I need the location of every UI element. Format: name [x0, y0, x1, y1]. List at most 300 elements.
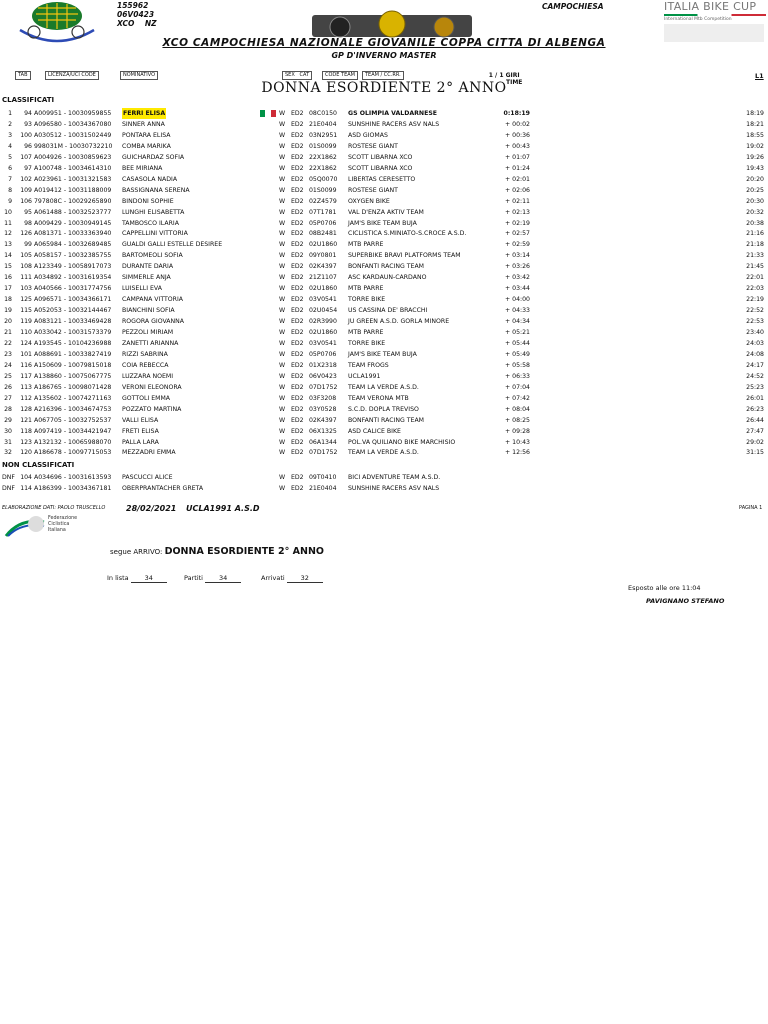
bib-number: 117 — [20, 372, 32, 380]
sex: W — [279, 329, 286, 336]
licence-code: A034696 - 10031613593 — [34, 474, 112, 481]
licence-code: A033042 - 10031573379 — [34, 329, 112, 336]
team-name: MTB PARRE — [348, 329, 384, 336]
finish-time: 23:40 — [746, 329, 764, 336]
team-name: TORRE BIKE — [348, 296, 386, 304]
rank: 1 — [8, 110, 12, 117]
rank: 11 — [4, 219, 12, 227]
category: ED2 — [291, 296, 304, 304]
gap-time: + 04:00 — [505, 296, 530, 304]
licence-code: A097419 - 10034421947 — [34, 427, 112, 435]
rank: 2 — [8, 120, 12, 128]
sex: W — [279, 175, 286, 183]
team-code: 07T1781 — [309, 208, 337, 216]
category: ED2 — [291, 318, 304, 326]
col-licence: LICENZA/UCI CODE — [45, 71, 99, 80]
category: ED2 — [291, 142, 304, 150]
posted-time: Esposto alle ore 11:04 — [628, 584, 701, 592]
finish-time: 18:21 — [746, 120, 764, 128]
rider-name: OBERPRANTACHER GRETA — [122, 485, 204, 492]
sex: W — [279, 241, 286, 249]
stat-started: Partiti 34 — [184, 574, 241, 583]
race-code: 06V0423 — [117, 10, 155, 19]
bib-number: 106 — [20, 197, 32, 205]
rank: 29 — [4, 416, 12, 424]
federation-logo — [4, 514, 78, 540]
rider-name: GOTTOLI EMMA — [122, 394, 171, 402]
category: ED2 — [291, 474, 304, 481]
rider-name: LUISELLI EVA — [122, 285, 162, 293]
sex: W — [279, 449, 286, 457]
gap-time: + 03:44 — [505, 285, 530, 293]
team-code: 02U0454 — [309, 307, 338, 315]
rank: 4 — [8, 142, 12, 150]
federation-name: Federazione Ciclistica Italiana — [48, 516, 78, 533]
team-name: SUNSHINE RACERS ASV NALS — [348, 120, 440, 128]
bib-number: 113 — [20, 383, 32, 391]
category: ED2 — [291, 186, 304, 194]
team-name: S.C.D. DOPLA TREVISO — [348, 405, 419, 413]
team-name: LIBERTAS CERESETTO — [348, 175, 416, 183]
gap-time: + 03:42 — [505, 274, 530, 282]
sex: W — [279, 318, 286, 326]
sex: W — [279, 485, 286, 492]
team-code: 06A1344 — [309, 438, 337, 446]
finish-time: 20:30 — [746, 197, 764, 205]
rank: 9 — [8, 197, 12, 205]
licence-code: A186399 - 10034367181 — [34, 485, 112, 492]
rank: DNF — [2, 474, 15, 481]
licence-code: 998031M - 10030732210 — [34, 142, 113, 150]
gap-time: + 05:21 — [505, 329, 530, 336]
table-row — [0, 483, 768, 494]
team-code: 22X1862 — [309, 153, 337, 161]
licence-code: A058157 - 10032385755 — [34, 252, 112, 260]
category: ED2 — [291, 197, 304, 205]
table-row — [0, 228, 768, 239]
team-code: 03N2951 — [309, 131, 338, 139]
footer-date: 28/02/2021 — [126, 504, 177, 513]
team-code: 03F3208 — [309, 394, 337, 402]
section-classified: CLASSIFICATI — [2, 96, 55, 104]
finish-time: 18:55 — [746, 131, 764, 139]
race-id: 155962 — [117, 1, 149, 10]
sex: W — [279, 230, 286, 238]
sex: W — [279, 350, 286, 358]
finish-time: 22:01 — [746, 274, 764, 282]
licence-code: A186765 - 10098071428 — [34, 383, 112, 391]
category: ED2 — [291, 416, 304, 424]
finish-time: 19:26 — [746, 153, 764, 161]
team-name: MTB PARRE — [348, 241, 384, 249]
team-code: 02U1860 — [309, 241, 338, 249]
category: ED2 — [291, 131, 304, 139]
rider-name: GUALDI GALLI ESTELLE DESIREE — [122, 241, 223, 249]
rank: 20 — [4, 318, 12, 326]
licence-code: 797808C - 10029265890 — [34, 197, 112, 205]
bib-number: 115 — [20, 307, 32, 315]
bib-number: 125 — [20, 296, 32, 304]
rider-name: COMBA MARIKA — [122, 142, 171, 150]
lap-id: L1 — [755, 72, 764, 80]
location: CAMPOCHIESA — [542, 2, 604, 11]
team-name: BONFANTI RACING TEAM — [348, 416, 425, 424]
table-row — [0, 305, 768, 316]
sex: W — [279, 339, 286, 347]
bib-number: 98 — [24, 219, 32, 227]
gap-time: + 04:34 — [505, 318, 530, 326]
sex: W — [279, 197, 286, 205]
gap-time: + 01:07 — [505, 153, 530, 161]
category: ED2 — [291, 153, 304, 161]
table-row — [0, 472, 768, 483]
category: ED2 — [291, 263, 304, 271]
team-code: 22X1862 — [309, 164, 337, 172]
rank: 3 — [8, 131, 12, 139]
table-row — [0, 437, 768, 448]
judge-name: PAVIGNANO STEFANO — [646, 597, 725, 605]
table-row — [0, 250, 768, 261]
rider-name: DURANTE DARIA — [122, 263, 174, 271]
italy-flag-icon — [260, 110, 276, 117]
sex: W — [279, 219, 286, 227]
licence-code: A052053 - 10032144467 — [34, 307, 112, 315]
category: ED2 — [291, 110, 304, 117]
finish-time: 25:23 — [746, 383, 764, 391]
rank: 15 — [4, 263, 12, 271]
table-row — [0, 283, 768, 294]
finish-time: 21:45 — [746, 263, 764, 271]
sex: W — [279, 263, 286, 271]
team-name: SUPERBIKE BRAVI PLATFORMS TEAM — [348, 252, 461, 260]
gap-time: + 09:28 — [505, 427, 530, 435]
table-row — [0, 426, 768, 437]
gap-time: + 02:06 — [505, 186, 530, 194]
rank: 25 — [4, 372, 12, 380]
bib-number: 108 — [20, 263, 32, 271]
finish-time: 27:47 — [746, 427, 764, 435]
sex: W — [279, 474, 286, 481]
table-row — [0, 404, 768, 415]
bib-number: 119 — [20, 318, 32, 326]
rank: 5 — [8, 153, 12, 161]
rank: 7 — [8, 175, 12, 183]
rank: 12 — [4, 230, 12, 238]
sex: W — [279, 120, 286, 128]
laps-header: 1 / 1 GIRI TIME — [488, 72, 523, 86]
sex: W — [279, 274, 286, 282]
team-code: 09Y0801 — [309, 252, 337, 260]
section-not-classified: NON CLASSIFICATI — [2, 461, 75, 469]
gap-time: + 00:02 — [505, 120, 530, 128]
bib-number: 96 — [24, 142, 32, 150]
gap-time: + 05:44 — [505, 339, 530, 347]
rider-name: CASASOLA NADIA — [122, 175, 178, 183]
team-code: 07D1752 — [309, 383, 338, 391]
gap-time: + 00:43 — [505, 142, 530, 150]
col-name: NOMINATIVO — [120, 71, 158, 80]
team-code: 02U1860 — [309, 329, 338, 336]
sex: W — [279, 383, 286, 391]
licence-code: A186678 - 10097715053 — [34, 449, 112, 457]
rank: 28 — [4, 405, 12, 413]
rider-name: PALLA LARA — [122, 438, 159, 446]
table-row — [0, 371, 768, 382]
finish-time: 24:52 — [746, 372, 764, 380]
sex: W — [279, 186, 286, 194]
finish-time: 24:17 — [746, 361, 764, 369]
rider-name: VALLI ELISA — [122, 416, 159, 424]
brand-tagline: International Mtb Competition — [664, 17, 732, 22]
bib-number: 114 — [20, 485, 32, 492]
table-row — [0, 239, 768, 250]
table-row — [0, 272, 768, 283]
team-name: UCLA1991 — [348, 372, 381, 380]
licence-code: A009951 - 10030959855 — [34, 110, 112, 117]
rank: 31 — [4, 438, 12, 446]
gap-time: + 05:58 — [505, 361, 530, 369]
team-code: 05P0706 — [309, 350, 337, 358]
category: ED2 — [291, 383, 304, 391]
team-code: 02K4397 — [309, 263, 337, 271]
team-name: ASD GIOMAS — [348, 131, 388, 139]
table-row — [0, 393, 768, 404]
gap-time: + 06:33 — [505, 372, 530, 380]
table-row — [0, 130, 768, 141]
gap-time: 0:18:19 — [503, 110, 530, 117]
category: ED2 — [291, 219, 304, 227]
team-code: 08B2481 — [309, 230, 337, 238]
finish-time: 20:20 — [746, 175, 764, 183]
finish-time: 22:03 — [746, 285, 764, 293]
bib-number: 104 — [20, 474, 32, 481]
finish-time: 19:43 — [746, 164, 764, 172]
table-row — [0, 316, 768, 327]
col-sex-cat: SEX CAT — [282, 71, 312, 80]
table-row — [0, 294, 768, 305]
bib-number: 97 — [24, 164, 32, 172]
bib-number: 121 — [20, 416, 32, 424]
team-code: 21Z1107 — [309, 274, 337, 282]
table-row — [0, 152, 768, 163]
category: ED2 — [291, 394, 304, 402]
table-row — [0, 327, 768, 338]
rider-name: BARTOMEOLI SOFIA — [122, 252, 183, 260]
licence-code: A034892 - 10031619354 — [34, 274, 112, 282]
table-row — [0, 261, 768, 272]
table-row — [0, 349, 768, 360]
licence-code: A193545 - 10104236988 — [34, 339, 112, 347]
team-code: 06X1325 — [309, 427, 337, 435]
category: ED2 — [291, 372, 304, 380]
team-name: BICI ADVENTURE TEAM A.S.D. — [348, 474, 441, 481]
rider-name: LUNGHI ELISABETTA — [122, 208, 185, 216]
arrival-category: DONNA ESORDIENTE 2° ANNO — [164, 546, 324, 557]
rank: 13 — [4, 241, 12, 249]
team-code: 21E0404 — [309, 120, 337, 128]
table-row — [0, 174, 768, 185]
finish-time: 21:18 — [746, 241, 764, 249]
category: ED2 — [291, 438, 304, 446]
category: ED2 — [291, 241, 304, 249]
rank: 14 — [4, 252, 12, 260]
team-name: JAM'S BIKE TEAM BUJA — [348, 219, 417, 227]
finish-time: 20:38 — [746, 219, 764, 227]
rank: 10 — [4, 208, 12, 216]
bib-number: 111 — [20, 274, 32, 282]
bib-number: 105 — [20, 252, 32, 260]
category: ED2 — [291, 339, 304, 347]
rider-name: VERONI ELEONORA — [122, 383, 182, 391]
rider-name: BASSIGNANA SERENA — [122, 186, 190, 194]
rank: 32 — [4, 449, 12, 457]
finish-time: 19:02 — [746, 142, 764, 150]
bib-number: 128 — [20, 405, 32, 413]
sponsor-plaque-image — [312, 10, 472, 38]
licence-code: A019412 - 10031188009 — [34, 186, 112, 194]
sex: W — [279, 427, 286, 435]
gap-time: + 07:04 — [505, 383, 530, 391]
licence-code: A216396 - 10034674753 — [34, 405, 112, 413]
bib-number: 110 — [20, 329, 32, 336]
team-code: 02R3990 — [309, 318, 337, 326]
col-team: TEAM / CC.RR. — [362, 71, 404, 80]
licence-code: A004926 - 10030859623 — [34, 153, 112, 161]
category: ED2 — [291, 405, 304, 413]
category: ED2 — [291, 230, 304, 238]
licence-code: A132132 - 10065988070 — [34, 438, 112, 446]
rank: 17 — [4, 285, 12, 293]
sex: W — [279, 285, 286, 293]
category: ED2 — [291, 285, 304, 293]
gap-time: + 02:11 — [505, 197, 530, 205]
gap-time: + 08:04 — [505, 405, 530, 413]
gap-time: + 00:36 — [505, 131, 530, 139]
sex: W — [279, 405, 286, 413]
rider-name: BEE MIRIANA — [122, 164, 163, 172]
rider-name: PEZZOLI MIRIAM — [122, 329, 174, 336]
finish-time: 26:44 — [746, 416, 764, 424]
team-name: ROSTESE GIANT — [348, 186, 398, 194]
category: ED2 — [291, 449, 304, 457]
finish-time: 26:01 — [746, 394, 764, 402]
rank: 18 — [4, 296, 12, 304]
sex: W — [279, 416, 286, 424]
sex: W — [279, 296, 286, 304]
bib-number: 107 — [20, 153, 32, 161]
team-name: SCOTT LIBARNA XCO — [348, 164, 413, 172]
licence-code: A135602 - 10074271163 — [34, 394, 112, 402]
team-code: 08C0150 — [309, 110, 337, 117]
team-name: TORRE BIKE — [348, 339, 386, 347]
finish-time: 29:02 — [746, 438, 764, 446]
table-row — [0, 119, 768, 130]
licence-code: A065984 - 10032689485 — [34, 241, 112, 249]
rank: 8 — [8, 186, 12, 194]
finish-time: 22:53 — [746, 318, 764, 326]
team-code: 03V0541 — [309, 339, 337, 347]
rider-name: MEZZADRI EMMA — [122, 449, 176, 457]
finish-time: 22:52 — [746, 307, 764, 315]
sex: W — [279, 372, 286, 380]
team-name: TEAM LA VERDE A.S.D. — [348, 449, 419, 457]
rank: 21 — [4, 329, 12, 336]
bib-number: 100 — [20, 131, 32, 139]
category: ED2 — [291, 252, 304, 260]
licence-code: A061488 - 10032523777 — [34, 208, 112, 216]
finish-time: 24:03 — [746, 339, 764, 347]
team-code: 03V0541 — [309, 296, 337, 304]
team-name: CICLISTICA S.MINIATO-S.CROCE A.S.D. — [348, 230, 467, 238]
team-name: OXYGEN BIKE — [348, 197, 390, 205]
team-name: TEAM LA VERDE A.S.D. — [348, 383, 419, 391]
finish-time: 31:15 — [746, 449, 764, 457]
rider-name: BINDONI SOPHIE — [122, 197, 174, 205]
gap-time: + 03:14 — [505, 252, 530, 260]
licence-code: A096580 - 10034367080 — [34, 120, 112, 128]
rank: 30 — [4, 427, 12, 435]
category: ED2 — [291, 175, 304, 183]
category: ED2 — [291, 274, 304, 282]
team-code: 05Q0070 — [309, 175, 338, 183]
team-code: 01S0099 — [309, 142, 337, 150]
rider-name: COIA REBECCA — [122, 361, 169, 369]
team-name: SUNSHINE RACERS ASV NALS — [348, 485, 440, 492]
col-tab: TAB — [15, 71, 31, 80]
page-number: PAGINA 1 — [739, 505, 763, 511]
rider-name: TAMBOSCO ILARIA — [122, 219, 179, 227]
team-code: 06V0423 — [309, 372, 337, 380]
sex: W — [279, 361, 286, 369]
table-row — [0, 447, 768, 458]
gap-time: + 10:43 — [505, 438, 530, 446]
rider-name: CAMPANA VITTORIA — [122, 296, 184, 304]
brand-stripe — [664, 14, 766, 16]
table-row — [0, 218, 768, 229]
gap-time: + 07:42 — [505, 394, 530, 402]
team-code: 07D1752 — [309, 449, 338, 457]
finish-time: 20:25 — [746, 186, 764, 194]
gap-time: + 04:33 — [505, 307, 530, 315]
rider-name: ZANETTI ARIANNA — [122, 339, 179, 347]
rider-name: SINNER ANNA — [122, 120, 165, 128]
table-row — [0, 207, 768, 218]
team-name: POL.VA QUILIANO BIKE MARCHISIO — [348, 438, 456, 446]
team-name: TEAM VERONA MTB — [348, 394, 409, 402]
category: ED2 — [291, 208, 304, 216]
licence-code: A030512 - 10031502449 — [34, 131, 112, 139]
licence-code: A009429 - 10030949145 — [34, 219, 112, 227]
sex: W — [279, 153, 286, 161]
table-row — [0, 108, 768, 119]
team-code: 02K4397 — [309, 416, 337, 424]
bib-number: 109 — [20, 186, 32, 194]
rank: 19 — [4, 307, 12, 315]
team-name: VAL D'ENZA AKTIV TEAM — [348, 208, 424, 216]
bib-number: 93 — [24, 120, 32, 128]
team-name: JU GREEN A.S.D. GORLA MINORE — [348, 318, 450, 326]
licence-code: A067705 - 10032752537 — [34, 416, 112, 424]
table-row — [0, 338, 768, 349]
sex: W — [279, 208, 286, 216]
gap-time: + 02:19 — [505, 219, 530, 227]
sex: W — [279, 142, 286, 150]
licence-code: A040566 - 10031774756 — [34, 285, 112, 293]
team-code: 05P0706 — [309, 219, 337, 227]
rider-name: GUICHARDAZ SOFIA — [122, 153, 185, 161]
rider-name: FERRI ELISA — [123, 110, 166, 117]
team-name: BONFANTI RACING TEAM — [348, 263, 425, 271]
